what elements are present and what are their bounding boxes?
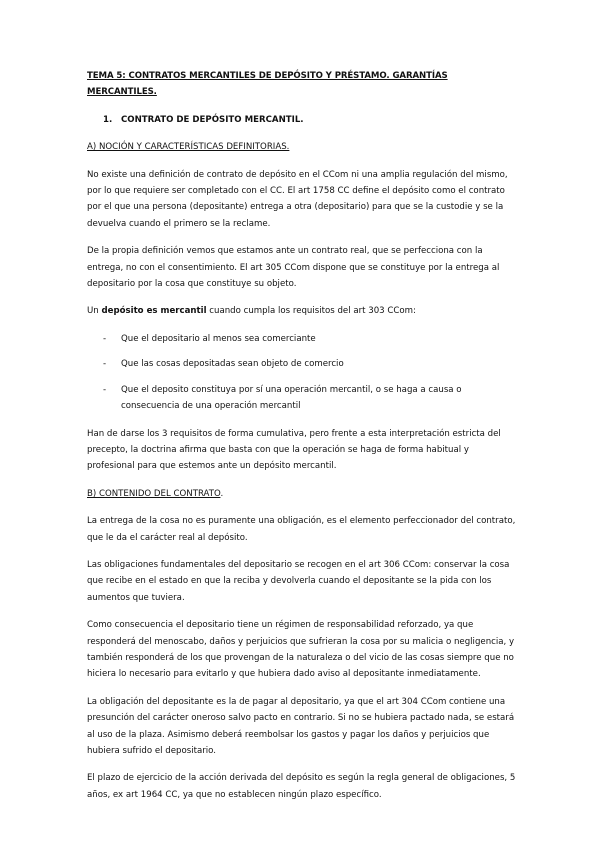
document-body	[87, 68, 519, 814]
heading-deposito-mercantil	[103, 112, 519, 128]
paragraph-definicion: No existe una definición de contrato de depósito en el CCom ni una amplia regulación del mismo, por lo que requiere ser completado con el CC. El art 1758 CC define el depósito como el contrato por el que una persona (depositante) entrega a otra (depositario) para que se la custodie y se la devuelva cuando el primero se la reclame.	[87, 169, 508, 229]
paragraph-requisitos-intro	[87, 303, 519, 319]
list-item-text: Que las cosas depositadas sean objeto de comercio	[121, 359, 344, 370]
paragraph-obligacion-depositante: La obligación del depositante es la de pagar al depositario, ya que el art 304 CCom contiene una presunción del carácter oneroso salvo pacto en contrario. Si no se hubiera pactado nada, se estará al uso de la plaza. Asimismo deberá reembolsar los gastos y pagar los daños y perjuicios que hubiera sufrido el depositario.	[87, 696, 515, 756]
dash-bullet: -	[103, 359, 107, 370]
heading-text: CONTRATO DE DEPÓSITO MERCANTIL.	[121, 114, 304, 125]
intro-bold: depósito es mercantil	[101, 306, 207, 317]
document-title: TEMA 5: CONTRATOS MERCANTILES DE DEPÓSITO Y PRÉSTAMO. GARANTÍAS MERCANTILES.	[87, 71, 448, 98]
section-a-heading: A) NOCIÓN Y CARACTERÍSTICAS DEFINITORIAS.	[87, 142, 290, 153]
list-item	[87, 382, 519, 415]
section-b-text: B) CONTENIDO DEL CONTRATO	[87, 488, 221, 499]
paragraph-entrega: La entrega de la cosa no es puramente una obligación, es el elemento perfeccionador del contrato, que le da el carácter real al depósito.	[87, 516, 516, 543]
heading-number: 1.	[103, 114, 113, 125]
section-b-heading	[87, 486, 519, 502]
list-item	[87, 331, 519, 347]
intro-post: cuando cumpla los requisitos del art 303 CCom:	[206, 306, 416, 317]
paragraph-cumulativa: Han de darse los 3 requisitos de forma cumulativa, pero frente a esta interpretación estricta del precepto, la doctrina afirma que basta con que la operación se haga de forma habitual y profesional para que estemos ante un depósito mercantil.	[87, 428, 501, 472]
dash-bullet: -	[103, 333, 107, 344]
paragraph-obligaciones-depositario: Las obligaciones fundamentales del depositario se recogen en el art 306 CCom: conservar la cosa que recibe en el estado en que la reciba y devolverla cuando el depositante se la pida con los aumentos que tuviera.	[87, 559, 510, 603]
paragraph-contrato-real: De la propia definición vemos que estamos ante un contrato real, que se perfecciona con la entrega, no con el consentimiento. El art 305 CCom dispone que se constituye por la entrega al depositario por la cosa que constituye su objeto.	[87, 246, 500, 290]
section-b-tail: .	[220, 488, 224, 499]
dash-bullet: -	[103, 384, 107, 395]
list-item-text: Que el deposito constituya por sí una operación mercantil, o se haga a causa o consecuencia de una operación mercantil	[121, 384, 462, 412]
list-item-text: Que el depositario al menos sea comerciante	[121, 333, 316, 344]
list-item	[87, 356, 519, 372]
requisites-list	[87, 331, 519, 415]
paragraph-responsabilidad: Como consecuencia el depositario tiene un régimen de responsabilidad reforzado, ya que responderá del menoscabo, daños y perjuicios que sufrieran la cosa por su malicia o negligencia, y también responderá de los que provengan de la naturaleza o del vicio de las cosas siempre que no hiciera lo necesario para evitarlo y que hubiera dado aviso al depositante inmediatamente.	[87, 620, 515, 680]
paragraph-plazo: El plazo de ejercicio de la acción derivada del depósito es según la regla general de obligaciones, 5 años, ex art 1964 CC, ya que no establecen ningún plazo específico.	[87, 773, 516, 800]
intro-pre: Un	[87, 306, 102, 317]
